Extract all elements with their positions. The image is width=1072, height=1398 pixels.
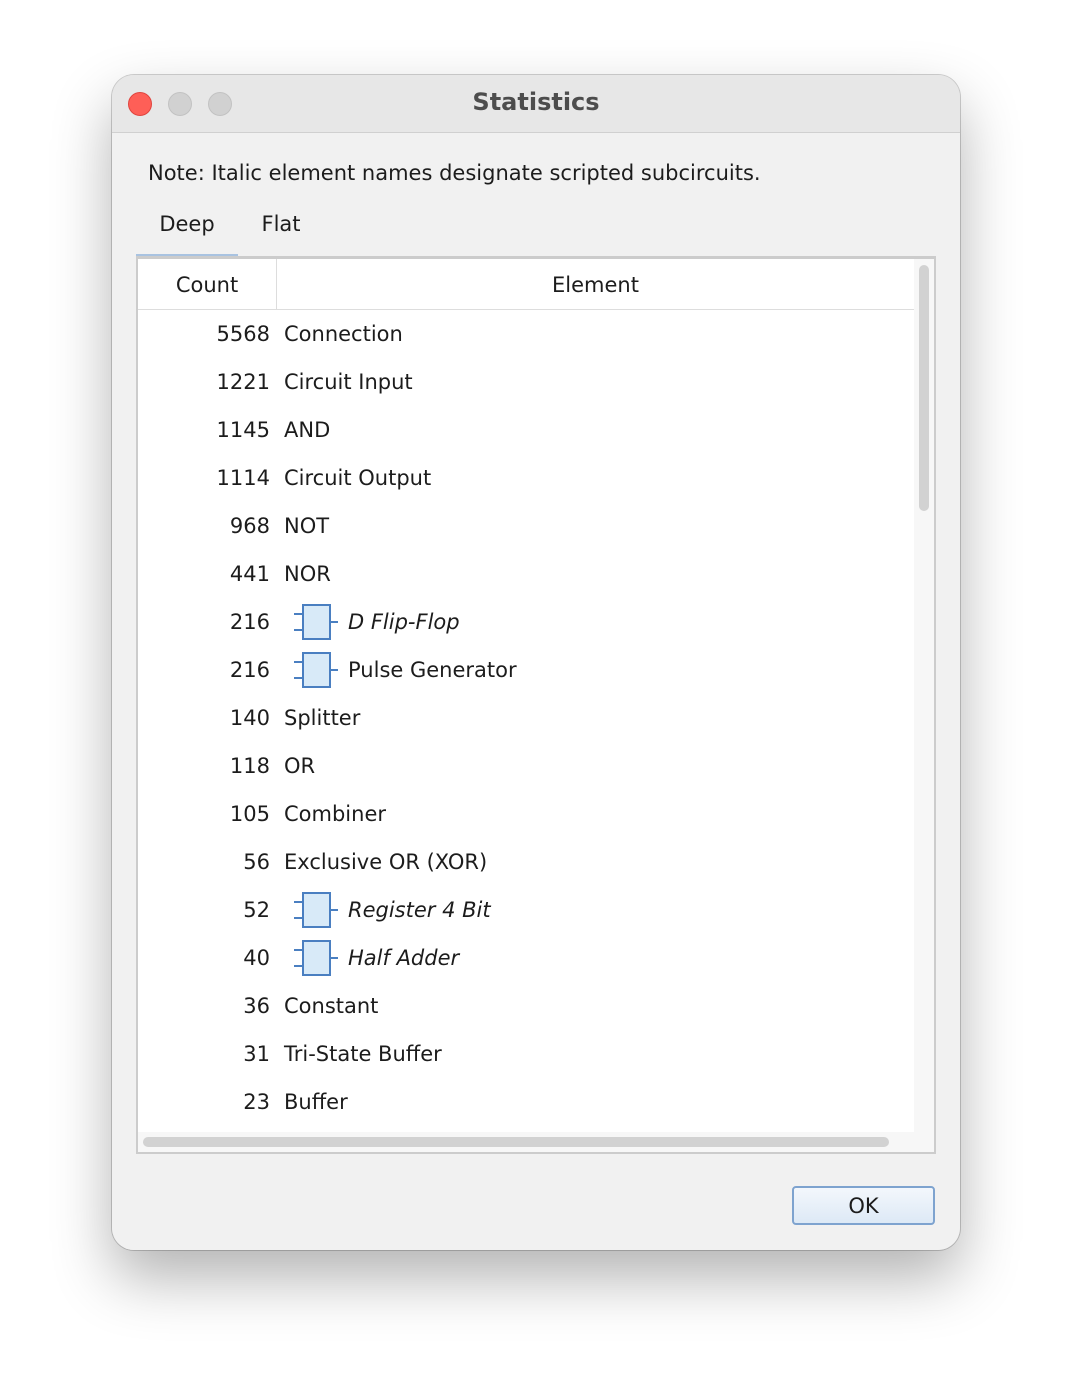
row-element-name: Constant: [284, 994, 379, 1018]
table-row[interactable]: [138, 886, 914, 934]
row-count: 140: [229, 706, 270, 730]
subcircuit-icon: [292, 891, 340, 929]
table-row[interactable]: [138, 502, 914, 550]
title-bar: [112, 75, 960, 133]
subcircuit-icon: [292, 603, 340, 641]
row-element-name: Half Adder: [348, 946, 460, 970]
row-count: 5568: [216, 322, 270, 346]
table-row[interactable]: [138, 646, 914, 694]
row-count: 1114: [216, 466, 270, 490]
table-header: [138, 259, 914, 310]
table-row[interactable]: [138, 790, 914, 838]
tab-deep[interactable]: [136, 203, 238, 258]
vertical-scrollbar[interactable]: [914, 259, 934, 1134]
row-count: 118: [229, 754, 270, 778]
row-count: 968: [229, 514, 270, 538]
row-element-name: NOT: [284, 514, 330, 538]
row-element-name: AND: [284, 418, 331, 442]
row-element-name: OR: [284, 754, 316, 778]
column-header-element[interactable]: Element: [552, 273, 639, 297]
table-row[interactable]: [138, 598, 914, 646]
table-row[interactable]: [138, 406, 914, 454]
table-row[interactable]: [138, 454, 914, 502]
table-row[interactable]: [138, 358, 914, 406]
table-row[interactable]: [138, 742, 914, 790]
dialog-content: [112, 133, 960, 1250]
row-count: 1221: [216, 370, 270, 394]
row-count: 31: [243, 1042, 270, 1066]
row-element-name: Circuit Output: [284, 466, 432, 490]
subcircuit-icon: [292, 939, 340, 977]
row-count: 52: [243, 898, 270, 922]
row-element-name: Buffer: [284, 1090, 348, 1114]
row-count: 1145: [216, 418, 270, 442]
row-count: 216: [229, 610, 270, 634]
row-element-name: Splitter: [284, 706, 361, 730]
row-count: 441: [229, 562, 270, 586]
row-element-name: Connection: [284, 322, 403, 346]
row-element-name: Circuit Input: [284, 370, 413, 394]
horizontal-scrollbar[interactable]: [138, 1132, 934, 1152]
table-row[interactable]: [138, 310, 914, 358]
table-row[interactable]: [138, 694, 914, 742]
row-element-name: Combiner: [284, 802, 386, 826]
row-element-name: Register 4 Bit: [348, 898, 491, 922]
row-count: 40: [243, 946, 270, 970]
row-element-name: NOR: [284, 562, 331, 586]
tab-flat-label: Flat: [261, 212, 301, 236]
row-count: 36: [243, 994, 270, 1018]
statistics-window: [112, 75, 960, 1250]
row-element-name: D Flip-Flop: [348, 610, 460, 634]
tab-flat[interactable]: [238, 203, 324, 258]
ok-button[interactable]: OK: [792, 1186, 935, 1225]
window-title: Statistics: [472, 88, 600, 116]
row-count: 105: [229, 802, 270, 826]
table-body: [138, 310, 914, 1134]
table-row[interactable]: [138, 1030, 914, 1078]
row-element-name: Tri-State Buffer: [284, 1042, 442, 1066]
horizontal-scrollbar-thumb[interactable]: [143, 1137, 889, 1147]
table-row[interactable]: [138, 982, 914, 1030]
row-element-name: Pulse Generator: [348, 658, 517, 682]
row-element-name: Exclusive OR (XOR): [284, 850, 488, 874]
table-row[interactable]: [138, 550, 914, 598]
statistics-table: [136, 257, 936, 1154]
row-count: 216: [229, 658, 270, 682]
note-text: Note: Italic element names designate scripted subcircuits.: [148, 161, 761, 185]
row-count: 56: [243, 850, 270, 874]
column-header-count[interactable]: Count: [138, 259, 277, 309]
subcircuit-icon: [292, 651, 340, 689]
table-row[interactable]: [138, 934, 914, 982]
table-row[interactable]: [138, 1078, 914, 1126]
row-count: 23: [243, 1090, 270, 1114]
vertical-scrollbar-thumb[interactable]: [919, 265, 929, 511]
tab-deep-label: Deep: [159, 212, 215, 236]
table-row[interactable]: [138, 838, 914, 886]
